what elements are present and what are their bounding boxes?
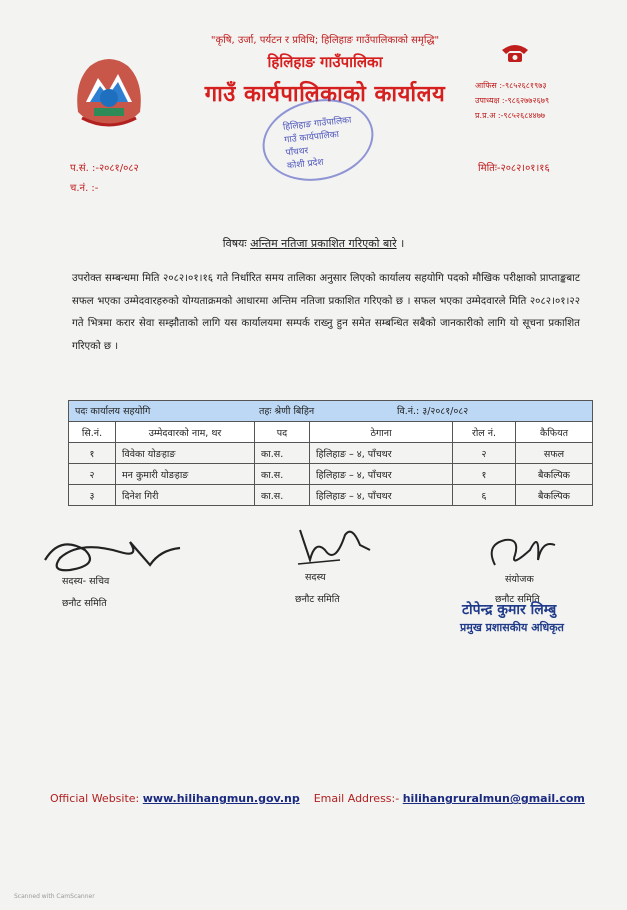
cell-remarks: सफल — [516, 443, 593, 464]
column-header: कैफियत — [516, 422, 593, 443]
stamp-line: कोशी प्रदेश — [286, 157, 325, 172]
footer — [50, 792, 585, 805]
stamp-line: गाउँ कार्यपालिका — [283, 129, 340, 146]
signature-member — [290, 520, 380, 574]
website-label: Official Website: — [50, 792, 140, 805]
post-label: पदः कार्यालय सहयोगि — [75, 406, 151, 417]
phone-vice-chair: उपाध्यक्ष :-९८६२७७२६७९ — [475, 96, 550, 105]
website-link[interactable]: www.hilihangmun.gov.np — [142, 792, 300, 805]
cao-title: प्रमुख प्रशासकीय अधिकृत — [460, 621, 564, 634]
column-header: सि.नं. — [69, 422, 116, 443]
cell-roll: १ — [453, 464, 516, 485]
cell-sn: २ — [69, 464, 116, 485]
office-title: गाउँ कार्यपालिकाको कार्यालय — [204, 82, 446, 107]
level-label: तहः श्रेणी बिहिन — [259, 406, 315, 417]
cell-roll: २ — [453, 443, 516, 464]
telephone-icon — [500, 42, 530, 64]
cell-name: मन कुमारी योङहाङ — [116, 464, 255, 485]
column-header: ठेगाना — [310, 422, 453, 443]
subject-prefix: विषयः — [222, 237, 247, 250]
letter-number: प.सं. :-२०८१/०८२ — [70, 163, 139, 174]
column-header: रोल नं. — [453, 422, 516, 443]
cell-address: हिलिहाङ – ४, पाँचथर — [310, 464, 453, 485]
cell-sn: १ — [69, 443, 116, 464]
cell-address: हिलिहाङ – ४, पाँचथर — [310, 485, 453, 506]
member-role: सदस्य — [305, 572, 326, 583]
notice-body: उपरोक्त सम्बन्धमा मिति २०८२।०१।१६ गते निर्धारित समय तालिका अनुसार लिएको कार्यालय सहयोगि पदको मौखिक परीक्षाको प्राप्ताङ्कबाट सफल भएका उम्मेदवारहरुको योग्यताक्रमको आधारमा अन्तिम नतिजा प्रकाशित गरिएको छ । सफल भएका उम्मेदवारले मिति २०८२।०१।२२ गते भित्रमा करार सेवा सम्झौताको लागि यस कार्यालयमा सम्पर्क राख्नु हुन समेत सम्बन्धित सबैको जानकारीको लागि यो सूचना प्रकाशित गरिएको छ । — [72, 273, 580, 352]
subject-text: अन्तिम नतिजा प्रकाशित गरिएको बारे — [250, 237, 397, 250]
dispatch-number: च.नं. :- — [70, 183, 99, 194]
cell-roll: ६ — [453, 485, 516, 506]
table-row — [69, 485, 593, 506]
municipality-motto: "कृषि, उर्जा, पर्यटन र प्रविधि; हिलिहाङ गाउँपालिकाको समृद्धि" — [210, 35, 440, 46]
stamp-line: पाँचथर — [285, 146, 309, 159]
results-table — [68, 400, 593, 506]
notice-number: वि.नं.: ३/२०८१/०८२ — [397, 406, 469, 417]
phone-numbers — [475, 78, 549, 123]
scanner-watermark: Scanned with CamScanner — [14, 893, 95, 900]
subject-line — [0, 236, 627, 251]
column-header: पद — [255, 422, 310, 443]
cao-name: टोपेन्द्र कुमार लिम्बु — [462, 602, 557, 618]
table-header-row — [69, 422, 593, 443]
cell-post: का.स. — [255, 485, 310, 506]
table-row — [69, 443, 593, 464]
cell-address: हिलिहाङ – ४, पाँचथर — [310, 443, 453, 464]
coordinator-role: संयोजक — [505, 574, 534, 585]
member-secretary-role: सदस्य- सचिव — [62, 576, 110, 587]
table-row — [69, 464, 593, 485]
column-header: उम्मेदवारको नाम, थर — [116, 422, 255, 443]
government-emblem — [70, 52, 148, 132]
table-title-row — [69, 401, 593, 422]
cell-remarks: बैकल्पिक — [516, 464, 593, 485]
signature-coordinator — [480, 520, 560, 576]
cell-name: दिनेश गिरी — [116, 485, 255, 506]
cell-name: विवेका योङहाङ — [116, 443, 255, 464]
phone-office: आफिस :-९८५२६८१९७३ — [475, 81, 547, 90]
phone-cao: प्र.प्र.अ :-९८५२६८४४७७ — [475, 111, 546, 120]
cell-post: का.स. — [255, 464, 310, 485]
subject-suffix: । — [400, 237, 405, 250]
cell-post: का.स. — [255, 443, 310, 464]
member-committee: छनौट समिति — [295, 594, 340, 605]
stamp-line: हिलिहाङ गाउँपालिका — [282, 115, 352, 133]
email-label: Email Address:- — [313, 792, 400, 805]
email-link[interactable]: hilihangruralmun@gmail.com — [402, 792, 585, 805]
coordinator-committee: छनौट समिति — [495, 594, 540, 605]
letter-date: मितिः-२०८२।०१।१६ — [478, 163, 550, 174]
cell-sn: ३ — [69, 485, 116, 506]
cell-remarks: बैकल्पिक — [516, 485, 593, 506]
municipality-name: हिलिहाङ गाउँपालिका — [267, 53, 383, 71]
office-stamp-text — [282, 115, 356, 174]
member-secretary-committee: छनौट समिति — [62, 598, 107, 609]
results-table-wrap — [68, 400, 593, 506]
